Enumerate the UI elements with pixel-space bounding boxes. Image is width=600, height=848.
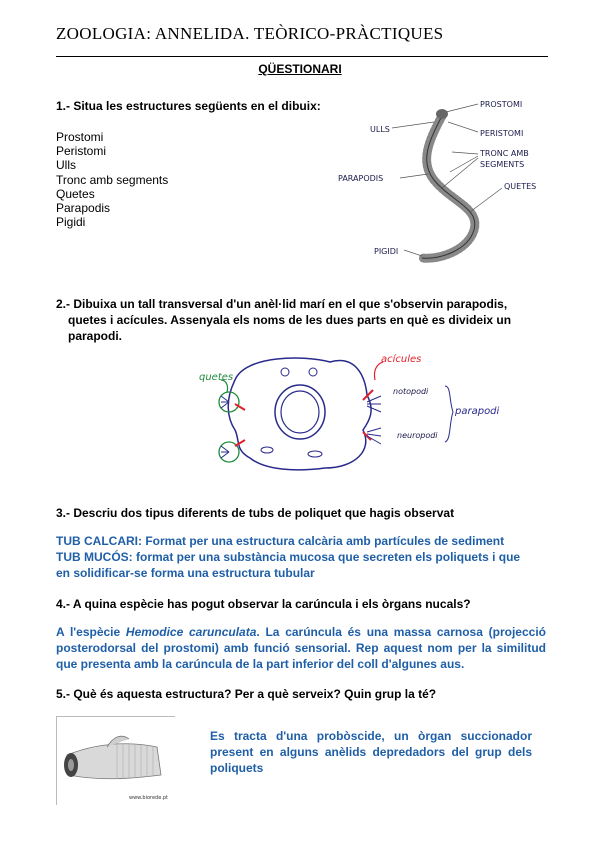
- answer-5: Es tracta d'una probòscide, un òrgan succionador present en alguns anèlids depredadors del grup dels poliquets: [210, 729, 532, 775]
- document-title: ZOOLOGIA: ANNELIDA. TEÒRICO-PRÀCTIQUES: [56, 24, 444, 43]
- label-notopodi: notopodi: [393, 387, 429, 396]
- label-tronc-1: TRONC AMB: [480, 149, 529, 158]
- label-quetes-drawing: quetes: [199, 372, 234, 383]
- question-2-line-1: 2.- Dibuixa un tall transversal d'un anèl·lid marí en el que s'observin parapodis,: [56, 297, 508, 311]
- list-item: Peristomi: [56, 144, 107, 159]
- questionnaire-heading: QÜESTIONARI: [258, 62, 342, 76]
- answer-3: [56, 533, 556, 581]
- list-item: Pigidi: [56, 215, 86, 230]
- answer-3-line-3: en solidificar-se forma una estructura tubular: [56, 566, 315, 580]
- cross-section-drawing: [195, 350, 515, 480]
- list-item: Ulls: [56, 158, 76, 173]
- answer-4-prefix: A l'espècie: [56, 625, 126, 639]
- gut-inner: [281, 391, 319, 433]
- question-3: 3.- Descriu dos tipus diferents de tubs de poliquet que hagis observat: [56, 506, 455, 520]
- label-parapodi: parapodi: [455, 406, 500, 417]
- label-quetes: QUETES: [504, 182, 537, 191]
- annelid-drawing: [330, 92, 570, 272]
- worm-head: [436, 109, 448, 119]
- label-neuropodi: neuropodi: [397, 431, 438, 440]
- gut-outer: [275, 385, 325, 439]
- question-4: 4.- A quina espècie has pogut observar la carúncula i els òrgans nucals?: [56, 597, 471, 611]
- title-divider: [56, 56, 548, 57]
- answer-3-line-2: TUB MUCÓS: format per una substància mucosa que secreten els poliquets i que: [56, 550, 521, 564]
- question-5: 5.- Què és aquesta estructura? Per a què serveix? Quin grup la té?: [56, 687, 437, 701]
- question-2: [56, 296, 536, 344]
- worm-body: [422, 116, 475, 258]
- label-acicules: acícules: [381, 354, 422, 365]
- list-item: Prostomi: [56, 130, 104, 144]
- image-credit: www.biorede.pt: [129, 795, 169, 801]
- proboscis-image: [56, 716, 175, 805]
- question-1: 1.- Situa les estructures següents en el dibuix:: [56, 99, 321, 113]
- label-pigidi: PIGIDI: [374, 247, 399, 256]
- question-2-line-3: parapodi.: [68, 329, 123, 343]
- proboscis-figure: [57, 717, 175, 805]
- list-item: Quetes: [56, 186, 95, 201]
- question-2-line-2: quetes i acícules. Assenyala els noms de les dues parts en què es divideix un: [68, 313, 512, 327]
- list-item: Parapodis: [56, 201, 111, 216]
- body-wall: [228, 358, 371, 470]
- structure-list: [56, 130, 168, 229]
- answer-3-line-1: TUB CALCARI: Format per una estructura calcària amb partícules de sediment: [56, 534, 505, 548]
- list-item: Tronc amb segments: [56, 172, 169, 187]
- label-ulls: ULLS: [370, 125, 390, 134]
- species-name: Hemodice carunculata: [125, 625, 257, 639]
- answer-4-rest: . La carúncula és una massa carnosa (projecció posterodorsal del prostomi) amb funció sensorial. Rep aquest nom per la similitud que presenta amb la carúncula de la part inferior del coll d'algunes aus.: [56, 625, 546, 671]
- label-parapodis: PARAPODIS: [338, 174, 384, 183]
- answer-4: [56, 624, 546, 672]
- label-peristomi: PERISTOMI: [480, 129, 524, 138]
- label-tronc-2: SEGMENTS: [480, 160, 525, 169]
- label-prostomi: PROSTOMI: [480, 100, 523, 109]
